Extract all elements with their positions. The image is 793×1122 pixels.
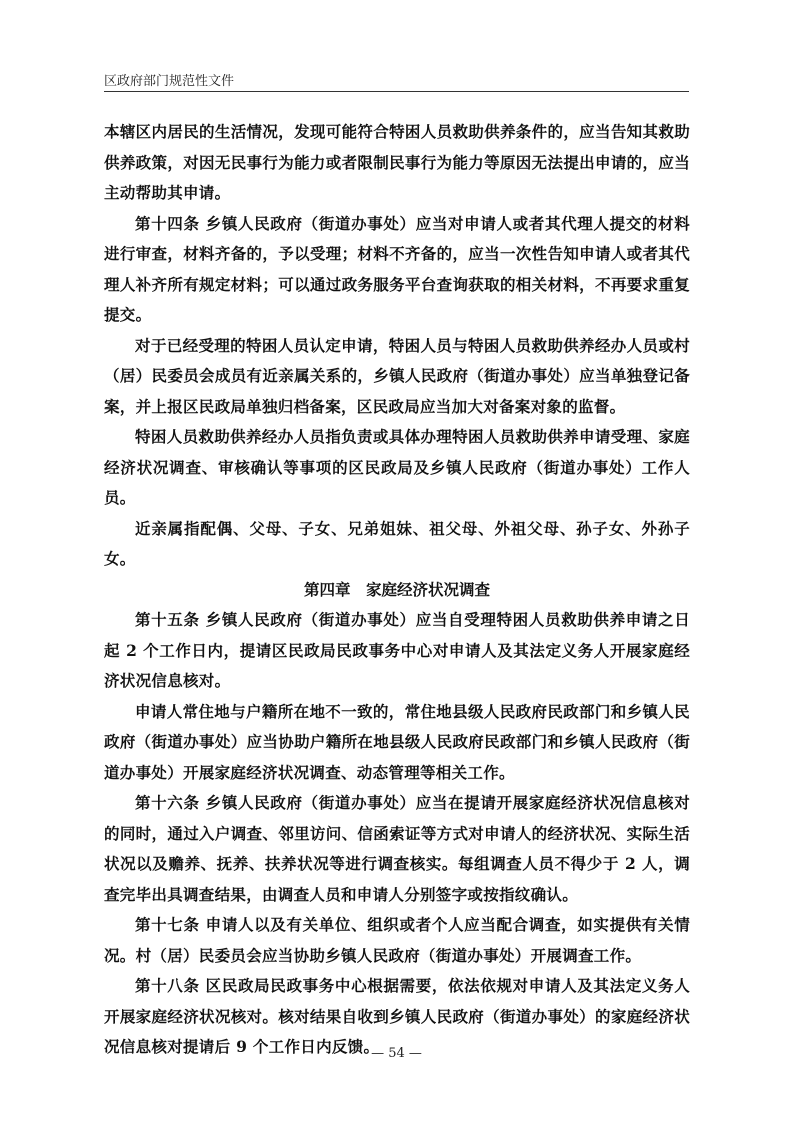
paragraph-relatives-registration: 对于已经受理的特困人员认定申请，特困人员与特困人员救助供养经办人员或村（居）民委员会成员有近亲属关系的，乡镇人民政府（街道办事处）应当单独登记备案，并上报区民政局单独归档备案，区民政局应当加大对备案对象的监督。 xyxy=(104,335,690,416)
paragraph-residence-mismatch: 申请人常住地与户籍所在地不一致的，常住地县级人民政府民政部门和乡镇人民政府（街道办事处）应当协助户籍所在地县级人民政府民政部门和乡镇人民政府（街道办事处）开展家庭经济状况调查、动态管理等相关工作。 xyxy=(104,701,690,782)
paragraph-continuation: 本辖区内居民的生活情况，发现可能符合特困人员救助供养条件的，应当告知其救助供养政策，对因无民事行为能力或者限制民事行为能力等原因无法提出申请的，应当主动帮助其申请。 xyxy=(104,122,690,202)
article-18: 第十八条 区民政局民政事务中心根据需要，依法依规对申请人及其法定义务人开展家庭经济状况核对。核对结果自收到乡镇人民政府（街道办事处）的家庭经济状况信息核对提请后 9 个工作日内反馈。 xyxy=(104,976,690,1056)
article-14: 第十四条 乡镇人民政府（街道办事处）应当对申请人或者其代理人提交的材料进行审查，材料齐备的，予以受理；材料不齐备的，应当一次性告知申请人或者其代理人补齐所有规定材料；可以通过政务服务平台查询获取的相关材料，不再要求重复提交。 xyxy=(104,213,690,324)
header-divider xyxy=(104,91,689,92)
chapter-heading: 第四章 家庭经济状况调查 xyxy=(303,580,490,599)
paragraph-relatives-definition: 近亲属指配偶、父母、子女、兄弟姐妹、祖父母、外祖父母、孙子女、外孙子女。 xyxy=(104,518,690,568)
page-header-title: 区政府部门规范性文件 xyxy=(104,74,235,89)
page-number: — 54 — xyxy=(371,1046,422,1061)
document-body xyxy=(104,117,690,1063)
article-15: 第十五条 乡镇人民政府（街道办事处）应当自受理特困人员救助供养申请之日起 2 个工作日内，提请区民政局民政事务中心对申请人及其法定义务人开展家庭经济状况信息核对。 xyxy=(104,610,690,690)
paragraph-staff-definition: 特困人员救助供养经办人员指负责或具体办理特困人员救助供养申请受理、家庭经济状况调查、审核确认等事项的区民政局及乡镇人民政府（街道办事处）工作人员。 xyxy=(104,427,690,507)
article-17: 第十七条 申请人以及有关单位、组织或者个人应当配合调查，如实提供有关情况。村（居）民委员会应当协助乡镇人民政府（街道办事处）开展调查工作。 xyxy=(104,915,690,965)
article-16: 第十六条 乡镇人民政府（街道办事处）应当在提请开展家庭经济状况信息核对的同时，通过入户调查、邻里访问、信函索证等方式对申请人的经济状况、实际生活状况以及赡养、抚养、扶养状况等进行调查核实。每组调查人员不得少于 2 人，调查完毕出具调查结果，由调查人员和申请人分别签字或按指纹确认。 xyxy=(104,793,690,904)
